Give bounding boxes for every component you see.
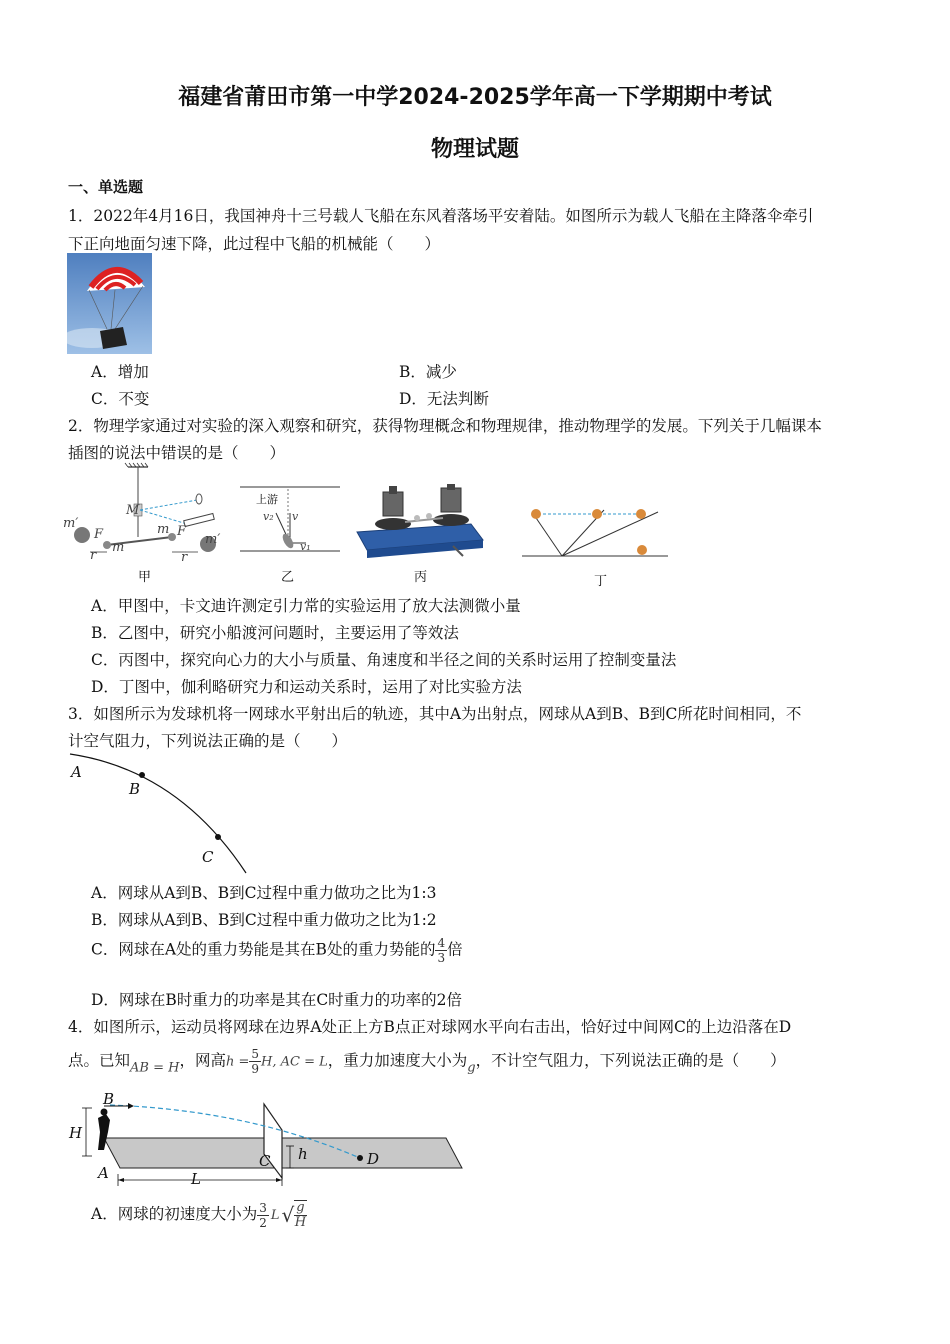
q1-option-b: B．减少 [399, 363, 457, 381]
q3-trajectory-figure [68, 750, 253, 875]
q3-option-a: A．网球从A到B、B到C过程中重力做功之比为1:3 [91, 884, 437, 902]
q2-jia-label-m-left: m [112, 540, 125, 555]
q3-option-d: D．网球在B时重力的功率是其在C时重力的功率的2倍 [91, 991, 463, 1009]
q2-figure-ding [520, 500, 670, 562]
q1-option-c: C．不变 [91, 390, 150, 408]
q4-h-expr: h = [225, 1054, 250, 1070]
q4-option-a-l: L [270, 1208, 280, 1223]
q3-option-c-denominator: 3 [437, 951, 446, 965]
q2-jia-label-mprime-right: m′ [205, 532, 221, 547]
q4-option-a-frac-den: 2 [259, 1215, 267, 1230]
q4-label-a: A [98, 1164, 109, 1182]
q4-g-expr: g [467, 1060, 476, 1076]
q2-stem-line1: 2．物理学家通过对实验的深入观察和研究，获得物理概念和物理规律，推动物理学的发展。下列关于几幅课本 [68, 417, 822, 435]
q2-option-b: B．乙图中，研究小船渡河问题时，主要运用了等效法 [91, 624, 459, 642]
exam-subtitle: 物理试题 [430, 137, 519, 162]
q4-label-d: D [367, 1150, 380, 1168]
q2-caption-bing: 丙 [414, 570, 428, 585]
q4-stem-line1: 4．如图所示，运动员将网球在边界A处正上方B点正对球网水平向右击出，恰好过中间网C的上边沿落在D [68, 1018, 792, 1036]
q3-stem-line1: 3．如图所示为发球机将一网球水平射出后的轨迹，其中A为出射点，网球从A到B、B到C所花时间相同，不 [68, 705, 802, 723]
q2-yi-label-v1: v₁ [300, 540, 311, 553]
q4-h-fraction-den: 9 [251, 1062, 260, 1076]
q4-label-c: C [259, 1152, 271, 1170]
q4-option-a-radical-icon: √ [281, 1203, 295, 1227]
q4-option-a-radicand [294, 1200, 306, 1230]
q3-option-c-numerator: 4 [437, 936, 446, 950]
q4-option-a-text: A．网球的初速度大小为 [91, 1205, 258, 1223]
q4-label-h-upper: H [69, 1124, 83, 1142]
q1-stem-line1: 1．2022年4月16日，我国神舟十三号载人飞船在东风着落场平安着陆。如图所示为载人飞船在主降落伞牵引 [68, 207, 814, 225]
q2-jia-label-r-right: r [181, 550, 188, 565]
q1-option-d: D．无法判断 [399, 390, 489, 408]
q3-option-c-fraction [435, 936, 447, 965]
q2-jia-label-mprime-left: m′ [63, 516, 79, 531]
q2-yi-label-v: v [292, 510, 299, 523]
q3-option-c-text: C．网球在A处的重力势能是其在B处的重力势能的 [91, 940, 436, 959]
q1-stem-line2: 下正向地面匀速下降，此过程中飞船的机械能（ ） [68, 235, 441, 253]
q3-point-b: B [129, 780, 141, 798]
q4-stem-line2 [68, 1047, 786, 1076]
q2-stem-line2: 插图的说法中错误的是（ ） [68, 444, 286, 462]
q4-option-a-rad-num: g [296, 1200, 305, 1215]
q2-caption-ding: 丁 [594, 574, 608, 589]
q1-parachute-photo [67, 253, 152, 354]
q2-yi-label-v2: v₂ [263, 510, 274, 523]
q2-option-c: C．丙图中，探究向心力的大小与质量、角速度和半径之间的关系时运用了控制变量法 [91, 651, 677, 669]
exam-title: 福建省莆田市第一中学2024-2025学年高一下学期期中考试 [178, 85, 772, 110]
q2-option-d: D．丁图中，伽利略研究力和运动关系时，运用了对比实验方法 [91, 678, 522, 696]
q4-stem-text-c: ，重力加速度大小为 [327, 1051, 468, 1070]
q3-point-a: A [71, 763, 82, 781]
q3-option-c [91, 936, 463, 965]
q2-figure-yi [238, 483, 342, 555]
q4-label-h-lower: h [298, 1145, 308, 1163]
q3-point-c: C [202, 848, 214, 866]
q2-jia-label-F-left: F [94, 527, 104, 542]
q4-ab-expr: AB = H [130, 1060, 180, 1076]
q2-jia-label-r-left: r [90, 548, 97, 563]
q4-stem-text-a: 点。已知 [68, 1051, 131, 1070]
q4-stem-text-d: ，不计空气阻力，下列说法正确的是（ ） [475, 1051, 786, 1070]
q2-jia-label-F-right: F [177, 524, 187, 539]
q4-stem-text-b: ，网高 [179, 1051, 226, 1070]
q1-option-a: A．增加 [91, 363, 149, 381]
q2-option-a: A．甲图中，卡文迪许测定引力常的实验运用了放大法测微小量 [91, 597, 521, 615]
q4-label-b: B [103, 1090, 115, 1108]
q4-option-a-fraction [257, 1201, 269, 1230]
q3-option-b: B．网球从A到B、B到C过程中重力做功之比为1:2 [91, 911, 437, 929]
section-heading: 一、单选题 [68, 178, 144, 196]
q2-caption-jia: 甲 [138, 570, 152, 585]
q4-h-fraction [249, 1047, 261, 1076]
q2-jia-label-m-right: m [157, 522, 170, 537]
q2-figure-bing [353, 484, 485, 559]
q2-yi-label-upstream: 上游 [256, 493, 278, 506]
q2-jia-label-M: M [126, 503, 140, 518]
q4-option-a [91, 1200, 307, 1230]
q3-stem-line2: 计空气阻力，下列说法正确的是（ ） [68, 732, 348, 750]
q4-label-l: L [191, 1170, 201, 1188]
q4-hrest-expr: H, AC = L [261, 1054, 328, 1070]
q4-option-a-rad-den: H [294, 1215, 307, 1230]
q4-option-a-frac-num: 3 [259, 1200, 267, 1215]
q4-h-fraction-num: 5 [251, 1047, 260, 1061]
q4-tennis-court-figure [68, 1090, 468, 1190]
q2-figure-jia [62, 462, 227, 562]
q3-option-c-suffix: 倍 [447, 940, 463, 959]
q2-caption-yi: 乙 [281, 570, 295, 585]
